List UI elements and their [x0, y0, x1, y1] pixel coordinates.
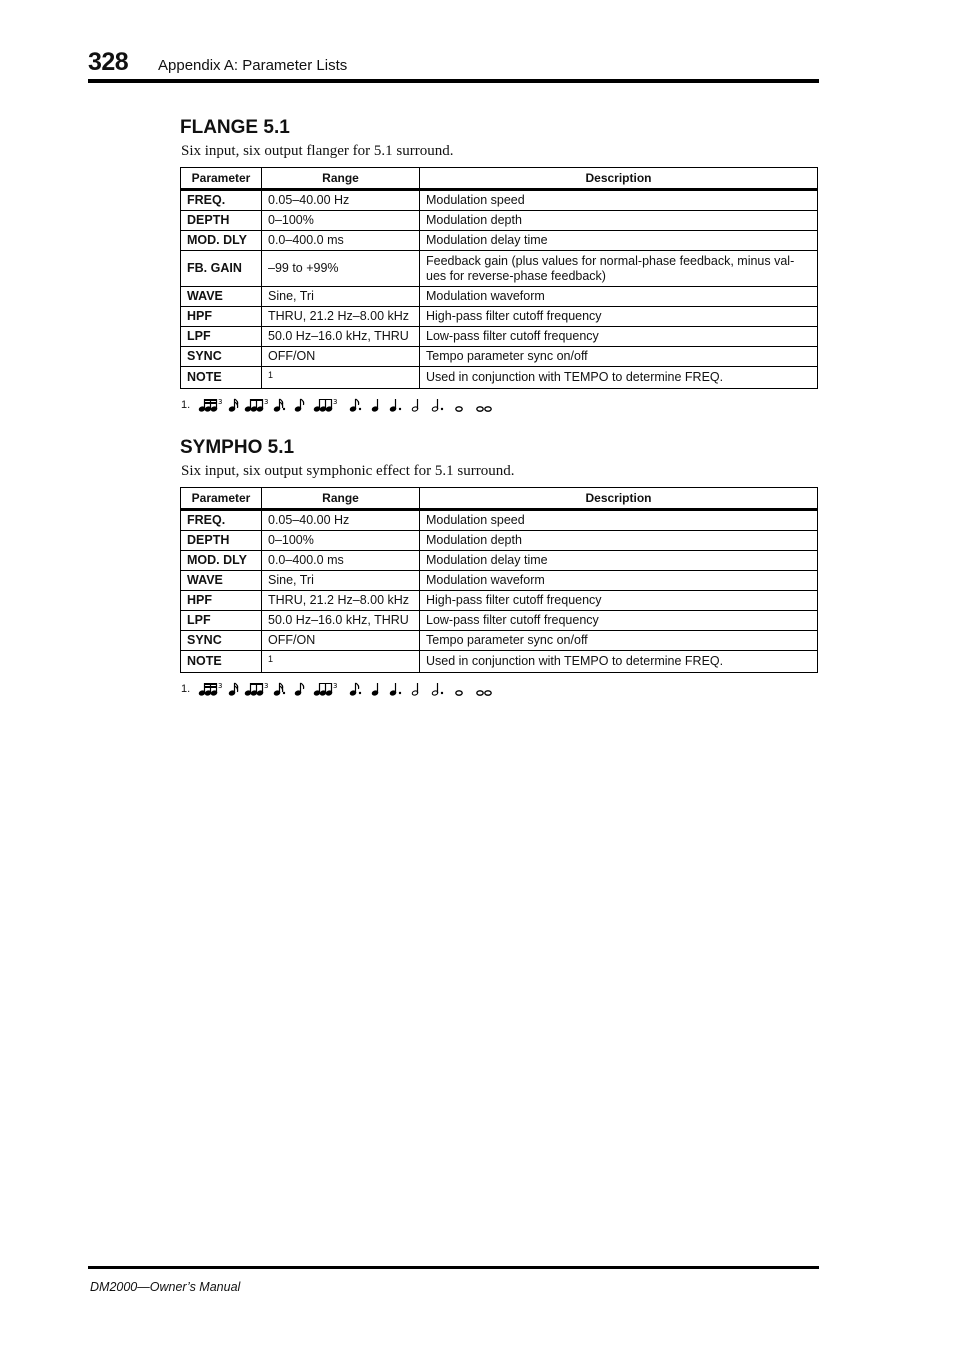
flange-section: [180, 116, 818, 414]
sixteenth-note-icon: [229, 683, 238, 696]
param-name: LPF: [181, 611, 262, 631]
param-range: 0–100%: [262, 211, 420, 231]
table-row: [181, 347, 818, 367]
table-row: [181, 367, 818, 389]
section-title: SYMPHO 5.1: [180, 437, 295, 458]
param-name: SYNC: [181, 347, 262, 367]
param-range: 0–100%: [262, 531, 420, 551]
parameter-table: [180, 487, 818, 673]
param-name: SYNC: [181, 631, 262, 651]
param-name: HPF: [181, 591, 262, 611]
column-header: Range: [262, 168, 420, 190]
footnote-number: 1.: [181, 399, 191, 411]
eighth-note-icon: [295, 399, 304, 412]
param-range: 0.0–400.0 ms: [262, 551, 420, 571]
dotted-half-icon: [432, 683, 444, 696]
param-name: FREQ.: [181, 510, 262, 531]
parameter-table: [180, 167, 818, 389]
table-row: [181, 651, 818, 673]
param-range: 50.0 Hz–16.0 kHz, THRU: [262, 611, 420, 631]
param-name: HPF: [181, 307, 262, 327]
svg-text:3: 3: [333, 682, 338, 690]
note-values-strip: [198, 397, 498, 413]
param-range: THRU, 21.2 Hz–8.00 kHz: [262, 591, 420, 611]
param-name: NOTE: [181, 367, 262, 389]
dotted-quarter-icon: [390, 399, 402, 412]
param-range: THRU, 21.2 Hz–8.00 kHz: [262, 307, 420, 327]
dotted-sixteenth-icon: [274, 399, 286, 412]
table-row: [181, 327, 818, 347]
param-name: DEPTH: [181, 211, 262, 231]
table-row: [181, 307, 818, 327]
param-range: 50.0 Hz–16.0 kHz, THRU: [262, 327, 420, 347]
table-row: [181, 551, 818, 571]
param-description: Modulation delay time: [420, 551, 818, 571]
table-row: [181, 211, 818, 231]
dotted-eighth-icon: [350, 399, 362, 412]
header-rule: [88, 79, 819, 83]
param-description: High-pass filter cutoff frequency: [420, 591, 818, 611]
half-note-icon: [412, 683, 419, 696]
param-description: High-pass filter cutoff frequency: [420, 307, 818, 327]
table-row: [181, 510, 818, 531]
param-range: 0.05–40.00 Hz: [262, 190, 420, 211]
section-subtitle: Six input, six output flanger for 5.1 surround.: [181, 143, 454, 159]
param-description: Modulation depth: [420, 211, 818, 231]
param-description: Modulation waveform: [420, 287, 818, 307]
table-row: [181, 591, 818, 611]
footnote-number: 1.: [181, 683, 191, 695]
table-row: [181, 231, 818, 251]
table-row: [181, 287, 818, 307]
section-title: FLANGE 5.1: [180, 117, 290, 138]
param-description: Modulation waveform: [420, 571, 818, 591]
table-header-row: [181, 168, 818, 190]
param-range: Sine, Tri: [262, 571, 420, 591]
param-range-footnote-ref: 1: [262, 651, 420, 673]
quarter-note-icon: [372, 399, 379, 412]
table-header-row: [181, 488, 818, 510]
param-name: DEPTH: [181, 531, 262, 551]
param-name: MOD. DLY: [181, 231, 262, 251]
param-name: FB. GAIN: [181, 251, 262, 287]
half-note-icon: [412, 399, 419, 412]
param-range: –99 to +99%: [262, 251, 420, 287]
footnote: [180, 680, 818, 698]
param-name: WAVE: [181, 571, 262, 591]
param-range-footnote-ref: 1: [262, 367, 420, 389]
sixteenth-triplet-icon: [199, 682, 223, 696]
sixteenth-triplet-icon: [199, 398, 223, 412]
param-range: 0.0–400.0 ms: [262, 231, 420, 251]
whole-note-icon: [456, 691, 462, 695]
param-name: WAVE: [181, 287, 262, 307]
param-description: Low-pass filter cutoff frequency: [420, 327, 818, 347]
svg-text:3: 3: [218, 682, 223, 690]
param-description: Low-pass filter cutoff frequency: [420, 611, 818, 631]
column-header: Range: [262, 488, 420, 510]
quarter-triplet-icon: [314, 398, 338, 412]
section-subtitle: Six input, six output symphonic effect for 5.1 surround.: [181, 463, 515, 479]
eighth-triplet-icon: [245, 682, 269, 696]
quarter-note-icon: [372, 683, 379, 696]
eighth-triplet-icon: [245, 398, 269, 412]
dotted-quarter-icon: [390, 683, 402, 696]
column-header: Parameter: [181, 168, 262, 190]
svg-text:3: 3: [333, 398, 338, 406]
header-title: Appendix A: Parameter Lists: [158, 57, 348, 74]
table-row: [181, 531, 818, 551]
double-whole-icon: [477, 691, 491, 695]
dotted-sixteenth-icon: [274, 683, 286, 696]
column-header: Parameter: [181, 488, 262, 510]
dotted-eighth-icon: [350, 683, 362, 696]
param-range: 0.05–40.00 Hz: [262, 510, 420, 531]
param-description: Modulation delay time: [420, 231, 818, 251]
sympho-section: [180, 436, 818, 698]
param-range: Sine, Tri: [262, 287, 420, 307]
page-header: [88, 48, 819, 84]
param-description: Used in conjunction with TEMPO to determine FREQ.: [420, 367, 818, 389]
table-row: [181, 251, 818, 287]
table-row: [181, 571, 818, 591]
param-description: Feedback gain (plus values for normal-phase feedback, minus val-ues for reverse-phase feedback): [420, 251, 818, 287]
column-header: Description: [420, 488, 818, 510]
param-name: NOTE: [181, 651, 262, 673]
param-name: LPF: [181, 327, 262, 347]
footer-text: DM2000—Owner’s Manual: [90, 1280, 241, 1294]
footer-rule: [88, 1266, 819, 1269]
page-number: 328: [88, 48, 129, 76]
svg-text:3: 3: [264, 398, 269, 406]
svg-text:3: 3: [264, 682, 269, 690]
param-description: Tempo parameter sync on/off: [420, 347, 818, 367]
sixteenth-note-icon: [229, 399, 238, 412]
param-name: FREQ.: [181, 190, 262, 211]
eighth-note-icon: [295, 683, 304, 696]
double-whole-icon: [477, 407, 491, 411]
footnote: [180, 396, 818, 414]
table-row: [181, 631, 818, 651]
svg-text:3: 3: [218, 398, 223, 406]
dotted-half-icon: [432, 399, 444, 412]
column-header: Description: [420, 168, 818, 190]
quarter-triplet-icon: [314, 682, 338, 696]
table-row: [181, 611, 818, 631]
param-name: MOD. DLY: [181, 551, 262, 571]
table-row: [181, 190, 818, 211]
param-description: Modulation speed: [420, 510, 818, 531]
param-description: Modulation depth: [420, 531, 818, 551]
param-description: Tempo parameter sync on/off: [420, 631, 818, 651]
note-values-strip: [198, 681, 498, 697]
param-description: Modulation speed: [420, 190, 818, 211]
whole-note-icon: [456, 407, 462, 411]
param-description: Used in conjunction with TEMPO to determine FREQ.: [420, 651, 818, 673]
param-range: OFF/ON: [262, 631, 420, 651]
param-range: OFF/ON: [262, 347, 420, 367]
